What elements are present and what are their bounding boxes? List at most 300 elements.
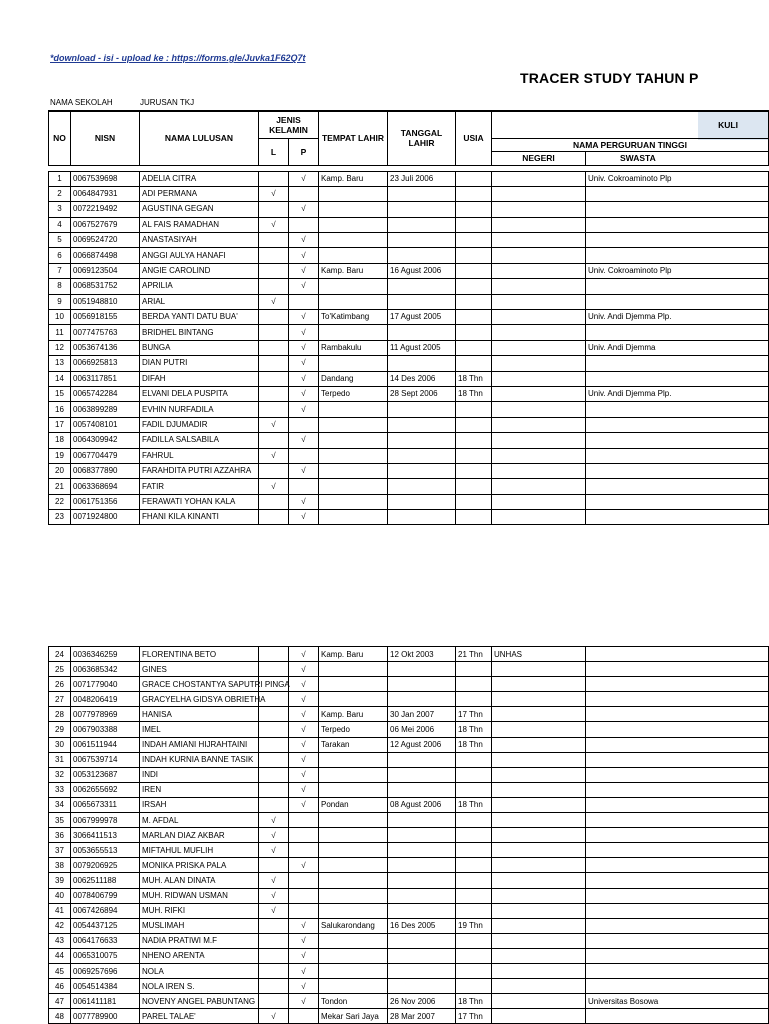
cell-swasta: [586, 217, 769, 232]
cell-tanggal-lahir: [388, 463, 456, 478]
col-nama: NAMA LULUSAN: [140, 111, 259, 165]
cell-tanggal-lahir: [388, 402, 456, 417]
cell-p: √: [289, 782, 319, 797]
cell-usia: [456, 402, 492, 417]
cell-nama: BERDA YANTI DATU BUA': [140, 310, 259, 325]
table-row: [49, 171, 769, 186]
cell-negeri: [492, 873, 586, 888]
cell-nisn: 0077978969: [71, 707, 140, 722]
cell-nama: FLORENTINA BETO: [140, 647, 259, 662]
cell-no: 6: [49, 248, 71, 263]
cell-negeri: [492, 797, 586, 812]
table-row: [49, 325, 769, 340]
cell-l: [259, 707, 289, 722]
cell-swasta: [586, 186, 769, 201]
cell-no: 15: [49, 386, 71, 401]
cell-usia: [456, 828, 492, 843]
cell-l: [259, 371, 289, 386]
table-row: [49, 433, 769, 448]
cell-swasta: [586, 463, 769, 478]
cell-tanggal-lahir: 26 Nov 2006: [388, 994, 456, 1009]
cell-tanggal-lahir: [388, 858, 456, 873]
cell-swasta: [586, 202, 769, 217]
cell-l: [259, 433, 289, 448]
cell-nisn: 0072219492: [71, 202, 140, 217]
cell-p: √: [289, 433, 319, 448]
cell-usia: 18 Thn: [456, 371, 492, 386]
cell-no: 2: [49, 186, 71, 201]
table-row: [49, 279, 769, 294]
cell-nisn: 0071924800: [71, 510, 140, 525]
cell-nisn: 0065673311: [71, 797, 140, 812]
cell-no: 31: [49, 752, 71, 767]
cell-usia: [456, 767, 492, 782]
cell-no: 29: [49, 722, 71, 737]
col-negeri: NEGERI: [492, 151, 586, 165]
cell-l: [259, 356, 289, 371]
cell-swasta: [586, 356, 769, 371]
cell-p: √: [289, 371, 319, 386]
cell-tempat-lahir: [319, 233, 388, 248]
cell-tempat-lahir: [319, 217, 388, 232]
cell-nama: GINES: [140, 662, 259, 677]
cell-swasta: [586, 662, 769, 677]
cell-tempat-lahir: [319, 202, 388, 217]
cell-swasta: [586, 692, 769, 707]
cell-l: √: [259, 828, 289, 843]
cell-tanggal-lahir: 12 Agust 2006: [388, 737, 456, 752]
table-row: [49, 933, 769, 948]
cell-tanggal-lahir: 08 Agust 2006: [388, 797, 456, 812]
cell-nama: MUH. RIFKI: [140, 903, 259, 918]
table-row: [49, 828, 769, 843]
cell-l: [259, 963, 289, 978]
cell-no: 10: [49, 310, 71, 325]
cell-no: 12: [49, 340, 71, 355]
cell-l: [259, 402, 289, 417]
cell-tempat-lahir: To'Katimbang: [319, 310, 388, 325]
cell-p: √: [289, 933, 319, 948]
cell-tempat-lahir: [319, 782, 388, 797]
cell-nisn: 0053123687: [71, 767, 140, 782]
cell-nama: HANISA: [140, 707, 259, 722]
cell-l: [259, 933, 289, 948]
cell-negeri: [492, 918, 586, 933]
cell-negeri: [492, 294, 586, 309]
cell-swasta: [586, 979, 769, 994]
cell-nama: NOLA: [140, 963, 259, 978]
cell-nisn: 0067527679: [71, 217, 140, 232]
cell-tempat-lahir: [319, 767, 388, 782]
cell-swasta: [586, 948, 769, 963]
cell-l: √: [259, 813, 289, 828]
cell-usia: [456, 933, 492, 948]
cell-tanggal-lahir: [388, 979, 456, 994]
cell-nama: IREN: [140, 782, 259, 797]
cell-no: 18: [49, 433, 71, 448]
cell-tempat-lahir: Kamp. Baru: [319, 171, 388, 186]
cell-no: 45: [49, 963, 71, 978]
cell-l: [259, 918, 289, 933]
cell-tanggal-lahir: [388, 933, 456, 948]
cell-tempat-lahir: [319, 752, 388, 767]
cell-tempat-lahir: Pondan: [319, 797, 388, 812]
cell-nama: GRACE CHOSTANTYA SAPUTRI PINGA: [140, 677, 259, 692]
cell-usia: 18 Thn: [456, 797, 492, 812]
cell-tempat-lahir: [319, 279, 388, 294]
cell-tanggal-lahir: [388, 417, 456, 432]
cell-swasta: [586, 858, 769, 873]
col-usia: USIA: [456, 111, 492, 165]
cell-no: 25: [49, 662, 71, 677]
cell-negeri: [492, 888, 586, 903]
cell-swasta: [586, 752, 769, 767]
table-row: [49, 752, 769, 767]
cell-p: [289, 294, 319, 309]
table-row: [49, 737, 769, 752]
cell-negeri: [492, 752, 586, 767]
col-tanggal-lahir: TANGGAL LAHIR: [388, 111, 456, 165]
cell-tempat-lahir: [319, 979, 388, 994]
cell-swasta: [586, 448, 769, 463]
cell-negeri: [492, 979, 586, 994]
cell-swasta: [586, 248, 769, 263]
cell-p: [289, 843, 319, 858]
cell-usia: [456, 479, 492, 494]
cell-negeri: [492, 994, 586, 1009]
cell-negeri: [492, 325, 586, 340]
cell-negeri: [492, 737, 586, 752]
cell-l: [259, 767, 289, 782]
cell-tanggal-lahir: [388, 677, 456, 692]
cell-no: 23: [49, 510, 71, 525]
cell-tempat-lahir: [319, 463, 388, 478]
cell-usia: [456, 248, 492, 263]
cell-tanggal-lahir: [388, 873, 456, 888]
cell-tanggal-lahir: [388, 948, 456, 963]
cell-nisn: 0064847931: [71, 186, 140, 201]
cell-swasta: [586, 707, 769, 722]
cell-tempat-lahir: [319, 662, 388, 677]
form-link[interactable]: *download - isi - upload ke : https://forms.gle/Juvka1F62Q7t: [50, 53, 306, 63]
cell-nama: MIFTAHUL MUFLIH: [140, 843, 259, 858]
cell-tempat-lahir: [319, 294, 388, 309]
cell-tanggal-lahir: [388, 479, 456, 494]
cell-tanggal-lahir: [388, 325, 456, 340]
major-label: JURUSAN TKJ: [140, 98, 195, 107]
page-title: TRACER STUDY TAHUN P: [520, 70, 699, 86]
cell-nisn: 0063685342: [71, 662, 140, 677]
cell-nama: APRILIA: [140, 279, 259, 294]
cell-usia: [456, 510, 492, 525]
cell-tanggal-lahir: 28 Sept 2006: [388, 386, 456, 401]
col-nisn: NISN: [71, 111, 140, 165]
cell-l: √: [259, 1009, 289, 1024]
cell-l: √: [259, 417, 289, 432]
cell-nisn: 0077475763: [71, 325, 140, 340]
cell-p: √: [289, 386, 319, 401]
cell-nisn: 0061411181: [71, 994, 140, 1009]
cell-no: 1: [49, 171, 71, 186]
cell-negeri: [492, 707, 586, 722]
cell-usia: [456, 843, 492, 858]
cell-swasta: [586, 325, 769, 340]
table-row: [49, 677, 769, 692]
cell-swasta: [586, 647, 769, 662]
cell-p: √: [289, 340, 319, 355]
cell-negeri: [492, 1009, 586, 1024]
cell-usia: [456, 692, 492, 707]
cell-usia: [456, 356, 492, 371]
cell-negeri: [492, 263, 586, 278]
cell-negeri: [492, 279, 586, 294]
table-row: [49, 782, 769, 797]
cell-tanggal-lahir: [388, 767, 456, 782]
cell-l: [259, 463, 289, 478]
cell-nisn: 0056918155: [71, 310, 140, 325]
cell-l: [259, 647, 289, 662]
cell-tempat-lahir: Terpedo: [319, 722, 388, 737]
cell-nama: ANASTASIYAH: [140, 233, 259, 248]
cell-nisn: 0064176633: [71, 933, 140, 948]
cell-tanggal-lahir: [388, 692, 456, 707]
cell-nisn: 0048206419: [71, 692, 140, 707]
table-row: [49, 813, 769, 828]
cell-p: [289, 888, 319, 903]
cell-nisn: 0054514384: [71, 979, 140, 994]
table-row: [49, 963, 769, 978]
cell-tempat-lahir: [319, 248, 388, 263]
cell-p: √: [289, 325, 319, 340]
cell-tempat-lahir: [319, 933, 388, 948]
cell-usia: [456, 217, 492, 232]
table-row: [49, 402, 769, 417]
cell-l: [259, 858, 289, 873]
cell-p: √: [289, 722, 319, 737]
table-row: [49, 463, 769, 478]
cell-nama: ADELIA CITRA: [140, 171, 259, 186]
cell-tanggal-lahir: [388, 813, 456, 828]
cell-p: √: [289, 171, 319, 186]
cell-usia: [456, 263, 492, 278]
cell-l: √: [259, 186, 289, 201]
cell-nisn: 0063368694: [71, 479, 140, 494]
cell-negeri: [492, 186, 586, 201]
cell-l: [259, 233, 289, 248]
table-row: [49, 371, 769, 386]
cell-tanggal-lahir: [388, 903, 456, 918]
cell-nisn: 0062655692: [71, 782, 140, 797]
cell-p: [289, 813, 319, 828]
table-row: [49, 903, 769, 918]
cell-usia: [456, 948, 492, 963]
table-row: [49, 662, 769, 677]
cell-negeri: [492, 171, 586, 186]
cell-usia: [456, 171, 492, 186]
cell-nama: ANGGI AULYA HANAFI: [140, 248, 259, 263]
cell-nisn: 0069123504: [71, 263, 140, 278]
cell-swasta: [586, 918, 769, 933]
cell-nisn: 0067903388: [71, 722, 140, 737]
cell-usia: [456, 963, 492, 978]
cell-l: [259, 979, 289, 994]
cell-no: 21: [49, 479, 71, 494]
cell-swasta: Univ. Cokroaminoto Plp: [586, 171, 769, 186]
cell-no: 33: [49, 782, 71, 797]
cell-usia: [456, 494, 492, 509]
cell-negeri: [492, 417, 586, 432]
cell-tempat-lahir: Salukarondang: [319, 918, 388, 933]
cell-swasta: [586, 873, 769, 888]
col-kuliah: KULI: [492, 111, 769, 138]
cell-swasta: [586, 737, 769, 752]
cell-usia: [456, 752, 492, 767]
cell-tanggal-lahir: [388, 202, 456, 217]
table-row: [49, 386, 769, 401]
cell-negeri: [492, 767, 586, 782]
cell-negeri: [492, 948, 586, 963]
cell-nama: MUH. ALAN DINATA: [140, 873, 259, 888]
cell-usia: 19 Thn: [456, 918, 492, 933]
cell-usia: [456, 463, 492, 478]
table-row: [49, 647, 769, 662]
cell-no: 4: [49, 217, 71, 232]
cell-swasta: [586, 433, 769, 448]
cell-swasta: Univ. Cokroaminoto Plp: [586, 263, 769, 278]
cell-usia: [456, 677, 492, 692]
cell-nama: MARLAN DIAZ AKBAR: [140, 828, 259, 843]
table-row: [49, 217, 769, 232]
cell-tempat-lahir: Dandang: [319, 371, 388, 386]
cell-no: 9: [49, 294, 71, 309]
col-p: P: [289, 138, 319, 165]
cell-tanggal-lahir: 14 Des 2006: [388, 371, 456, 386]
cell-p: √: [289, 402, 319, 417]
cell-negeri: [492, 692, 586, 707]
cell-negeri: [492, 963, 586, 978]
cell-no: 19: [49, 448, 71, 463]
cell-nama: AL FAIS RAMADHAN: [140, 217, 259, 232]
cell-tanggal-lahir: 11 Agust 2005: [388, 340, 456, 355]
cell-nama: FHANI KILA KINANTI: [140, 510, 259, 525]
cell-l: [259, 340, 289, 355]
cell-l: [259, 325, 289, 340]
table-row: [49, 1009, 769, 1024]
cell-nisn: 3066411513: [71, 828, 140, 843]
table-row: [49, 767, 769, 782]
cell-p: [289, 186, 319, 201]
cell-tempat-lahir: [319, 692, 388, 707]
cell-negeri: [492, 479, 586, 494]
cell-p: √: [289, 647, 319, 662]
cell-tempat-lahir: [319, 448, 388, 463]
col-swasta: SWASTA: [586, 151, 769, 165]
cell-swasta: Univ. Andi Djemma Plp.: [586, 310, 769, 325]
cell-p: [289, 828, 319, 843]
cell-p: [289, 417, 319, 432]
cell-usia: 18 Thn: [456, 386, 492, 401]
cell-usia: 18 Thn: [456, 722, 492, 737]
cell-usia: [456, 310, 492, 325]
cell-p: √: [289, 356, 319, 371]
cell-no: 28: [49, 707, 71, 722]
cell-nisn: 0063117851: [71, 371, 140, 386]
cell-no: 30: [49, 737, 71, 752]
table-row: [49, 294, 769, 309]
cell-tanggal-lahir: [388, 494, 456, 509]
cell-tempat-lahir: Mekar Sari Jaya: [319, 1009, 388, 1024]
cell-l: [259, 494, 289, 509]
cell-p: [289, 217, 319, 232]
cell-tempat-lahir: [319, 356, 388, 371]
cell-l: [259, 722, 289, 737]
cell-swasta: [586, 294, 769, 309]
cell-negeri: [492, 356, 586, 371]
cell-negeri: [492, 813, 586, 828]
cell-swasta: Universitas Bosowa: [586, 994, 769, 1009]
cell-usia: [456, 979, 492, 994]
cell-usia: 18 Thn: [456, 994, 492, 1009]
cell-nisn: 0036346259: [71, 647, 140, 662]
table-row: [49, 858, 769, 873]
cell-no: 46: [49, 979, 71, 994]
cell-nama: FAHRUL: [140, 448, 259, 463]
cell-nisn: 0061751356: [71, 494, 140, 509]
cell-swasta: [586, 402, 769, 417]
cell-tempat-lahir: [319, 479, 388, 494]
cell-nisn: 0068377890: [71, 463, 140, 478]
table-row: [49, 479, 769, 494]
table-row: [49, 248, 769, 263]
cell-usia: [456, 417, 492, 432]
cell-nama: BRIDHEL BINTANG: [140, 325, 259, 340]
table-row: [49, 843, 769, 858]
cell-nama: ADI PERMANA: [140, 186, 259, 201]
table-row: [49, 707, 769, 722]
cell-swasta: [586, 797, 769, 812]
cell-nisn: 0051948810: [71, 294, 140, 309]
cell-swasta: [586, 722, 769, 737]
cell-nisn: 0061511944: [71, 737, 140, 752]
cell-tanggal-lahir: 16 Agust 2006: [388, 263, 456, 278]
cell-nama: DIFAH: [140, 371, 259, 386]
cell-negeri: [492, 828, 586, 843]
cell-tanggal-lahir: 23 Juli 2006: [388, 171, 456, 186]
cell-tanggal-lahir: [388, 888, 456, 903]
cell-usia: 21 Thn: [456, 647, 492, 662]
cell-swasta: [586, 371, 769, 386]
cell-usia: [456, 325, 492, 340]
cell-nama: INDAH AMIANI HIJRAHTAINI: [140, 737, 259, 752]
cell-tanggal-lahir: 28 Mar 2007: [388, 1009, 456, 1024]
cell-l: [259, 737, 289, 752]
table-row: [49, 888, 769, 903]
table-row: [49, 979, 769, 994]
cell-negeri: [492, 202, 586, 217]
cell-nisn: 0062511188: [71, 873, 140, 888]
cell-nama: FADIL DJUMADIR: [140, 417, 259, 432]
cell-l: [259, 202, 289, 217]
cell-tempat-lahir: [319, 843, 388, 858]
table-row: [49, 310, 769, 325]
cell-nama: NHENO ARENTA: [140, 948, 259, 963]
cell-p: √: [289, 994, 319, 1009]
cell-nisn: 0067426894: [71, 903, 140, 918]
table-row: [49, 494, 769, 509]
table-row: [49, 448, 769, 463]
cell-no: 16: [49, 402, 71, 417]
cell-tanggal-lahir: 16 Des 2005: [388, 918, 456, 933]
